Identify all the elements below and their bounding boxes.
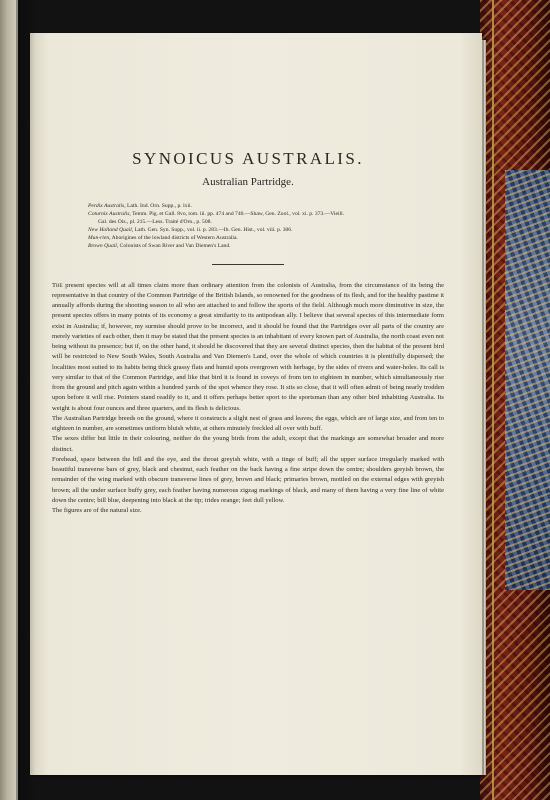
synonym-entry <box>88 234 444 242</box>
synonym-entry <box>88 242 444 250</box>
divider-rule <box>212 264 284 265</box>
lead-word: The <box>52 281 63 289</box>
synonym-name: Coturnix Australis, <box>88 211 131 218</box>
marbled-endpaper <box>505 170 550 590</box>
synonymy-list <box>52 202 444 251</box>
synonym-reference: Gal. des Ois., pl. 215.—Less. Traité d'Orn., p. 508. <box>98 219 212 226</box>
paragraph-plumage: Forehead, space between the bill and the eye, and the throat greyish white, with a tinge of buff; all the upper surface irregularly marked with beautiful transverse bars of grey, black and chestnut, each feather on the back having a fine stripe down the centre; shoulders greyish brown, the remainder of the wing marked with obscure transverse lines of grey, brown and black; primaries brown, mottled on the external edges with greyish brown; all the under surface buffy grey, each feather having numerous zigzag markings of black, and many of them having a very fine line of white down the centre; bill blue, deepening into black at the tip; irides orange; feet dull yellow. <box>52 455 444 504</box>
paragraph-figures: The figures are of the natural size. <box>52 507 142 515</box>
synonym-entry <box>88 202 444 210</box>
synonym-reference: Temm. Pig. et Gall. 8vo, tom. iii. pp. 474 and 740.—Shaw, Gen. Zool., vol. xi. p. 373.—Vieill. <box>130 211 345 218</box>
synonym-reference: Lath. Gen. Syn. Supp., vol. ii. p. 283.—Ib. Gen. Hist., vol. viii. p. 306. <box>133 227 293 234</box>
page-content <box>52 115 444 516</box>
paragraph-text: present species will at all times claim more than ordinary attention from the colonists of Australia, from the circumstance of its being the representative in that country of the Common Partridge of the British Islands, so renowned for the goodness of its flesh, and for the healthy pastime it annually affords during the shooting season to all who are attached to and follow the sports of the field. Although much more diminutive in size, the present species offers in many points of its economy a great similarity to its antipodean ally. I believe that several species of this intermediate form exist in Australia; if, however, my surmise should prove to be incorrect, and it should be found that the Partridges over all parts of the country are merely varieties of each other, then it may be stated that the present species is an inhabitant of every known part of Australia, the north coast even not being without its presence; but if, on the other hand, it should be discovered that they are several distinct species, then the habitat of the present bird will be restricted to New South Wales, South Australia and Van Diemen's Land, over the whole of which countries it is plentifully dispersed; the localities most suited to its habits being thick grassy flats and humid spots overgrown with herbage, by the sides of rivers and water-holes. Its call is very similar to that of the Common Partridge, and like that bird it is found in coveys of from ten to eighteen in number, which simultaneously rise from the ground and pitch again within a hundred yards of the spot whence they rose. It sits so close, that it will often admit of being nearly trodden upon before it will rise. Pointers stand readily to it, and it offers perhaps better sport to the sportsman than any other bird inhabiting Australia. Its weight is about four ounces and three quarters, and its flesh is delicious. <box>52 281 444 412</box>
synonym-reference: Colonists of Swan River and Van Diemen's Land. <box>118 243 231 250</box>
synonym-name: New Holland Quail, <box>88 227 134 234</box>
paragraph-intro <box>52 281 444 414</box>
synonym-name: Mun-rien, <box>88 235 111 242</box>
synonym-reference: Lath. Ind. Orn. Supp., p. lxii. <box>125 203 192 209</box>
synonym-continuation <box>88 218 444 226</box>
synonym-name: Perdix Australis, <box>88 203 126 209</box>
synonym-name: Brown Quail, <box>88 243 119 250</box>
synonym-entry <box>88 210 444 218</box>
synonym-reference: Aborigines of the lowland districts of Western Australia. <box>110 235 238 242</box>
gilt-border <box>492 0 494 800</box>
paragraph-breeding: The Australian Partridge breeds on the ground, where it constructs a slight nest of grass and leaves; the eggs, which are of large size, and from ten to eighteen in number, are sometimes uniform bluish white, at others minutely freckled all over with buff. <box>52 414 444 433</box>
synonym-entry <box>88 226 444 234</box>
common-name: Australian Partridge. <box>202 176 294 188</box>
species-description <box>52 281 444 517</box>
gutter-shadow <box>16 0 36 800</box>
paragraph-sexes: The sexes differ but little in their colouring, neither do the young birds from the adult, except that the markings are somewhat broader and more distinct. <box>52 435 444 453</box>
species-title: SYNOICUS AUSTRALIS. <box>132 149 364 168</box>
